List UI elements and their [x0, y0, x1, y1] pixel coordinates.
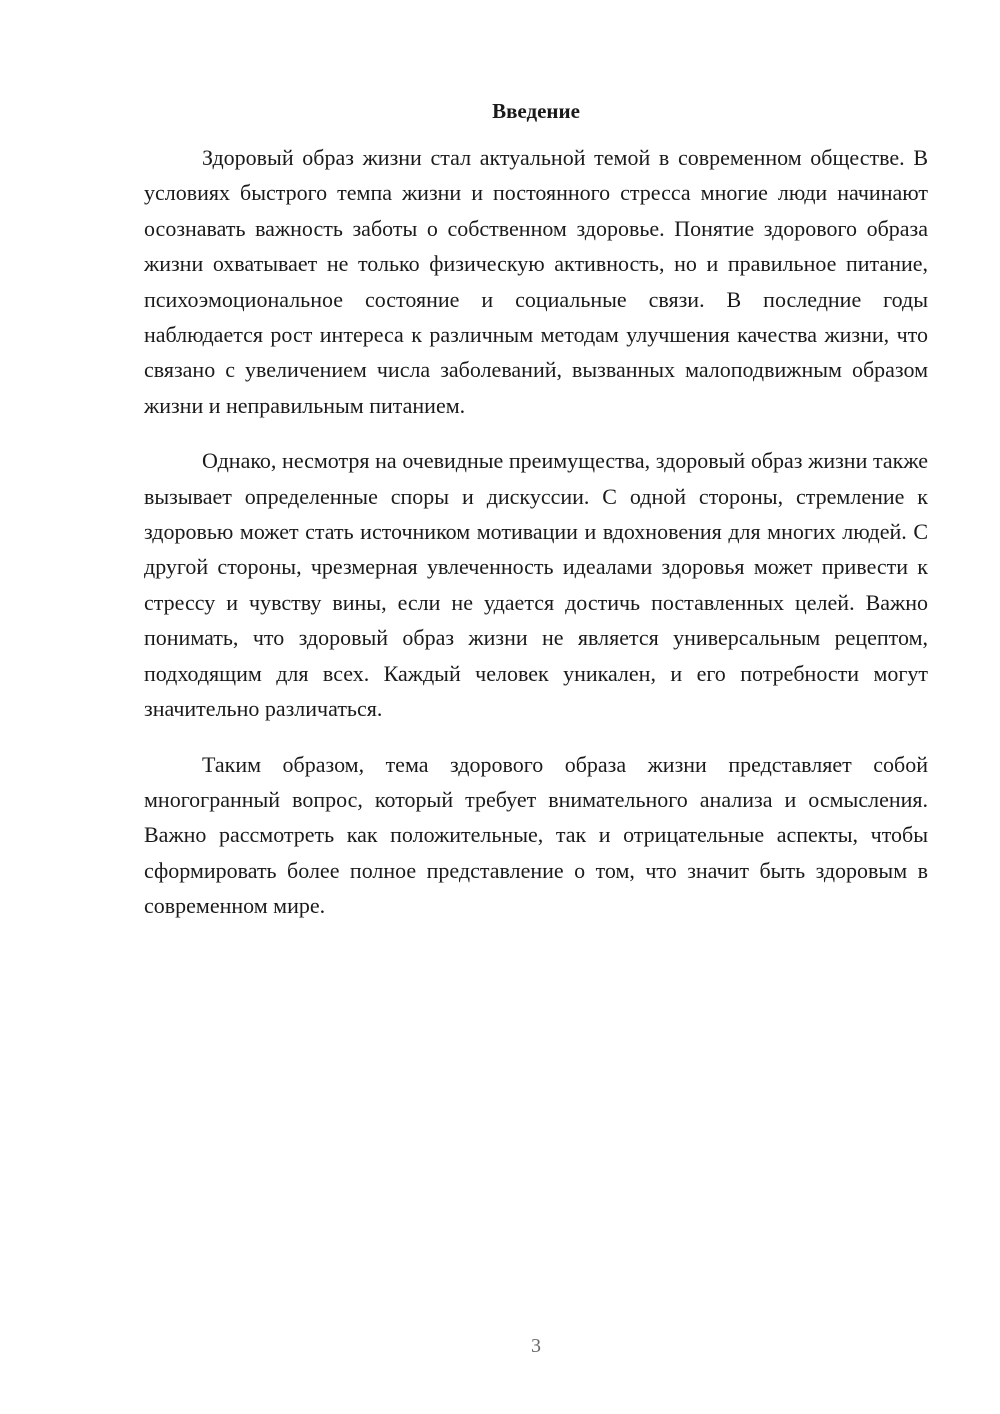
page-number: 3 [531, 1335, 541, 1357]
paragraph-1: Здоровый образ жизни стал актуальной темой в современном обществе. В условиях быстрого темпа жизни и постоянного стресса многие люди начинают осознавать важность заботы о собственном здоровье. Понятие здорового образа жизни охватывает не только физическую активность, но и правильное питание, психоэмоциональное состояние и социальные связи. В последние годы наблюдается рост интереса к различным методам улучшения качества жизни, что связано с увеличением числа заболеваний, вызванных малоподвижным образом жизни и неправильным питанием. [144, 145, 928, 418]
paragraph-3: Таким образом, тема здорового образа жизни представляет собой многогранный вопрос, который требует внимательного анализа и осмысления. Важно рассмотреть как положительные, так и отрицательные аспекты, чтобы сформировать более полное представление о том, что значит быть здоровым в современном мире. [144, 751, 928, 919]
document-body [144, 94, 928, 944]
paragraph-2: Однако, несмотря на очевидные преимущества, здоровый образ жизни также вызывает определенные споры и дискуссии. С одной стороны, стремление к здоровью может стать источником мотивации и вдохновения для многих людей. С другой стороны, чрезмерная увлеченность идеалами здоровья может привести к стрессу и чувству вины, если не удается достичь поставленных целей. Важно понимать, что здоровый образ жизни не является универсальным рецептом, подходящим для всех. Каждый человек уникален, и его потребности могут значительно различаться. [144, 448, 928, 722]
section-heading: Введение [492, 99, 580, 123]
